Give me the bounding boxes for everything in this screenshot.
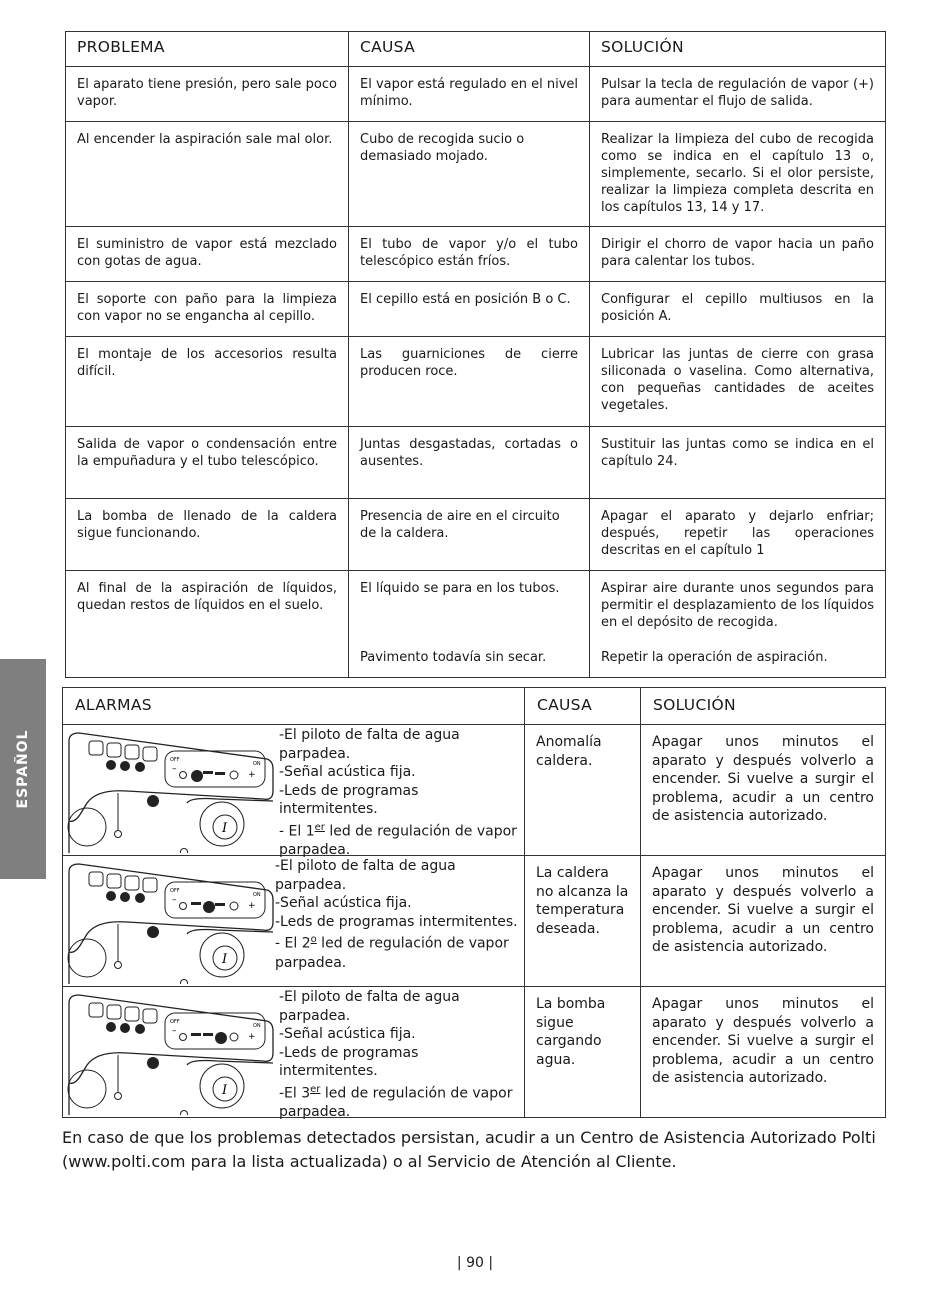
table-row <box>66 427 886 499</box>
solution-cell: Configurar el cepillo multiusos en la posición A. <box>590 282 886 337</box>
problem-cell: La bomba de llenado de la caldera sigue funcionando. <box>66 499 349 571</box>
alarm-description <box>279 726 519 860</box>
cause-cell: Juntas desgastadas, cortadas o ausentes. <box>349 427 590 499</box>
alarm-row <box>63 856 886 987</box>
alarm-solution-cell: Apagar unos minutos el aparato y después volverlo a encender. Si vuelve a surgir el problema, acudir a un centro de asistencia autorizado. <box>641 725 886 856</box>
header-alarms: ALARMAS <box>63 688 525 725</box>
alarm-row <box>63 987 886 1118</box>
header-cause: CAUSA <box>349 32 590 67</box>
power-label: I <box>222 952 228 967</box>
alarm-cause-cell: La bomba sigue cargando agua. <box>525 987 641 1118</box>
ordinal-sup: er <box>310 1083 321 1095</box>
alarm-line-pre: - El 1 <box>279 823 315 840</box>
problem-cell: El montaje de los accesorios resulta difícil. <box>66 337 349 427</box>
alarm-cell <box>63 725 525 859</box>
control-panel-diagram <box>67 731 279 853</box>
alarm-line-post: led de regulación de vapor parpadea. <box>279 823 517 859</box>
alarm-line: -Leds de programas intermitentes. <box>279 1044 419 1080</box>
control-panel-diagram <box>67 862 279 984</box>
plus-label: + <box>248 901 256 911</box>
header-solution: SOLUCIÓN <box>641 688 886 725</box>
solution-cell <box>590 571 886 678</box>
alarm-cause-cell: Anomalía caldera. <box>525 725 641 856</box>
solution-cell: Realizar la limpieza del cubo de recogida como se indica en el capítulo 13 o, simplemente, secarlo. Si el olor persiste, realizar la limpieza completa descrita en los capítulos 13, 14 y 17. <box>590 122 886 227</box>
table-header-row <box>63 688 886 725</box>
control-panel-diagram <box>67 993 279 1115</box>
alarm-line: -Señal acústica fija. <box>279 764 416 781</box>
problem-cell: Salida de vapor o condensación entre la empuñadura y el tubo telescópico. <box>66 427 349 499</box>
table-row <box>66 499 886 571</box>
table-row <box>66 282 886 337</box>
alarm-line: -Señal acústica fija. <box>279 1026 416 1043</box>
alarm-solution-cell: Apagar unos minutos el aparato y después volverlo a encender. Si vuelve a surgir el problema, acudir a un centro de asistencia autorizado. <box>641 987 886 1118</box>
header-cause: CAUSA <box>525 688 641 725</box>
alarm-solution-cell: Apagar unos minutos el aparato y después volverlo a encender. Si vuelve a surgir el problema, acudir a un centro de asistencia autorizado. <box>641 856 886 987</box>
ordinal-sup: o <box>310 934 317 946</box>
minus-label: – <box>172 895 177 905</box>
alarm-line-pre: -El 3 <box>279 1085 311 1102</box>
plus-label: + <box>248 1032 256 1042</box>
table-row <box>66 571 886 678</box>
problem-cell: Al encender la aspiración sale mal olor. <box>66 122 349 227</box>
cause-cell: El cepillo está en posición B o C. <box>349 282 590 337</box>
solution-cell: Apagar el aparato y dejarlo enfriar; después, repetir las operaciones descritas en el capítulo 1 <box>590 499 886 571</box>
plus-label: + <box>248 770 256 780</box>
solution-text-2: Repetir la operación de aspiración. <box>601 650 828 665</box>
problem-cell: El soporte con paño para la limpieza con vapor no se engancha al cepillo. <box>66 282 349 337</box>
solution-cell: Dirigir el chorro de vapor hacia un paño para calentar los tubos. <box>590 227 886 282</box>
language-side-tab <box>0 659 46 879</box>
on-label: ON <box>253 1023 261 1029</box>
problem-cell: El aparato tiene presión, pero sale poco vapor. <box>66 67 349 122</box>
cause-text-2: Pavimento todavía sin secar. <box>360 650 547 665</box>
solution-cell: Lubricar las juntas de cierre con grasa siliconada o vaselina. Como alternativa, con pequeñas cantidades de aceites vegetales. <box>590 337 886 427</box>
alarms-table <box>62 687 886 1121</box>
problems-table <box>65 31 886 678</box>
page-number: | 90 | <box>456 1255 494 1271</box>
off-label: OFF <box>170 757 180 763</box>
cause-cell: El vapor está regulado en el nivel mínimo. <box>349 67 590 122</box>
solution-cell: Sustituir las juntas como se indica en el capítulo 24. <box>590 427 886 499</box>
alarm-line <box>279 1081 519 1122</box>
alarm-line: -El piloto de falta de agua parpadea. <box>279 727 460 762</box>
table-row <box>66 67 886 122</box>
power-label: I <box>222 1083 228 1098</box>
table-header-row <box>66 32 886 67</box>
alarm-cause-cell: La caldera no alcanza la temperatura deseada. <box>525 856 641 987</box>
alarm-line: -El piloto de falta de agua parpadea. <box>275 858 456 893</box>
alarm-line: -Señal acústica fija. <box>275 895 412 912</box>
alarm-description <box>275 857 519 972</box>
table-row <box>66 122 886 227</box>
cause-cell: Las guarniciones de cierre producen roce. <box>349 337 590 427</box>
alarm-cell <box>63 987 525 1121</box>
solution-text: Aspirar aire durante unos segundos para permitir el desplazamiento de los líquidos en el depósito de recogida. <box>601 581 874 630</box>
alarm-line: -El piloto de falta de agua parpadea. <box>279 989 460 1024</box>
minus-label: – <box>172 764 177 774</box>
header-solution: SOLUCIÓN <box>590 32 886 67</box>
ordinal-sup: er <box>314 821 325 833</box>
alarm-line-pre: - El 2 <box>275 936 311 953</box>
cause-cell: Presencia de aire en el circuito de la caldera. <box>349 499 590 571</box>
alarm-line <box>279 819 519 860</box>
problem-cell: El suministro de vapor está mezclado con gotas de agua. <box>66 227 349 282</box>
alarm-line <box>275 931 519 972</box>
solution-cell: Pulsar la tecla de regulación de vapor (+) para aumentar el flujo de salida. <box>590 67 886 122</box>
table-row <box>66 227 886 282</box>
off-label: OFF <box>170 1019 180 1025</box>
off-label: OFF <box>170 888 180 894</box>
alarm-line-post: led de regulación de vapor parpadea. <box>275 936 509 971</box>
alarm-row <box>63 725 886 856</box>
alarm-line: -Leds de programas intermitentes. <box>275 913 518 930</box>
language-label: ESPAÑOL <box>15 729 31 809</box>
alarm-description <box>279 988 519 1122</box>
minus-label: – <box>172 1026 177 1036</box>
power-label: I <box>222 821 228 836</box>
assistance-note: En caso de que los problemas detectados persistan, acudir a un Centro de Asistencia Autorizado Polti (www.polti.com para la lista actualizada) o al Servicio de Atención al Cliente. <box>62 1128 876 1171</box>
alarm-cell <box>63 856 525 987</box>
alarm-line-post: led de regulación de vapor parpadea. <box>279 1085 513 1121</box>
on-label: ON <box>253 892 261 898</box>
cause-cell: Cubo de recogida sucio o demasiado mojado. <box>349 122 590 227</box>
on-label: ON <box>253 761 261 767</box>
header-problem: PROBLEMA <box>66 32 349 67</box>
cause-cell: El tubo de vapor y/o el tubo telescópico están fríos. <box>349 227 590 282</box>
cause-text: El líquido se para en los tubos. <box>360 581 560 596</box>
cause-cell <box>349 571 590 678</box>
table-row <box>66 337 886 427</box>
problem-cell: Al final de la aspiración de líquidos, quedan restos de líquidos en el suelo. <box>66 571 349 678</box>
alarm-line: -Leds de programas intermitentes. <box>279 782 419 818</box>
